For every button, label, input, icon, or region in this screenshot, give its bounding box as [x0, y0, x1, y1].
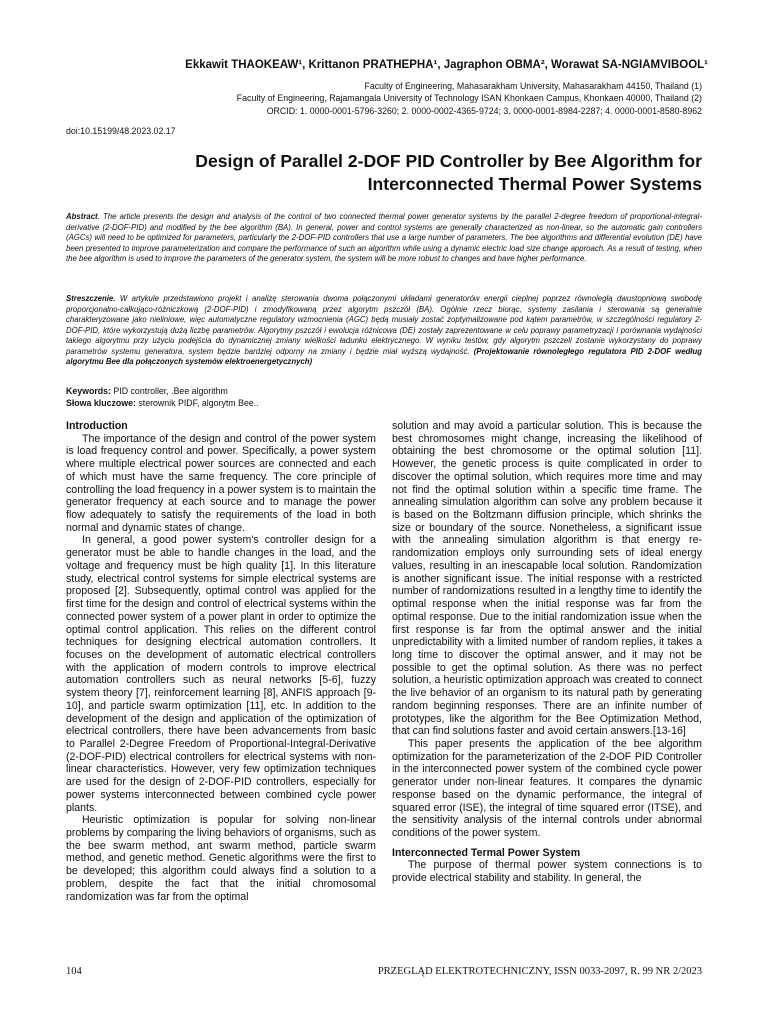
- keywords-pl-label: Słowa kluczowe:: [66, 397, 136, 408]
- streszczenie-title-pl: (Projektowanie równoległego regulatora PID 2-DOF według algorytmu Bee dla połączonych systemów elektroenergetycznych): [66, 346, 702, 366]
- affiliation-2: Faculty of Engineering, Rajamangala University of Technology ISAN Khonkaen Campus, Khonkaen 40000, Thailand (2): [236, 93, 702, 104]
- title-line-1: Design of Parallel 2-DOF PID Controller by Bee Algorithm for: [195, 151, 702, 171]
- keywords-label: Keywords:: [66, 386, 111, 396]
- doi: doi:10.15199/48.2023.02.17: [66, 126, 176, 136]
- paper-title: [60, 150, 702, 196]
- keywords-block: [66, 386, 259, 409]
- introduction-heading: Introduction: [66, 420, 128, 432]
- paragraph-1: The importance of the design and control of the power system is load frequency control and power. Specifically, a power system where multiple electrical power sources are connected and each of which must have the same frequency. The core principle of controlling the load frequency in a power system is to maintain the generator frequency at each source and to manage the power flow adequately to satisfy the requirements of the load in both normal and dynamic states of change.: [66, 432, 376, 534]
- paragraph-2: In general, a good power system's controller design for a generator must be able to handle changes in the load, and the voltage and frequency must be high quality [1]. In this literature study, electrical control systems for simple electrical systems are proposed [2]. Subsequently, optimal control was applied for the first time for the design and control of electrical systems within the connected power system of a power plant in order to optimize the optimal control application. This relies on the different control techniques for designing electrical automation controllers. It focuses on the development of automatic electrical controllers with the application of modern controls to improve electrical automation controllers such as neural networks [5-6], fuzzy system theory [7], reinforcement learning [8], ANFIS approach [9-10], and particle swarm optimization [11], etc. In addition to the development of the design and application of the optimization of electrical controllers, there have been advancements from basic to Parallel 2-Degree Freedom of Proportional-Integral-Derivative (2-DOF-PID) electrical controllers for electrical systems with non-linear characteristics. However, very few optimization techniques are used for the design of 2-DOF-PID controllers, especially for power systems interconnected between combined cycle power plants.: [66, 534, 376, 814]
- affiliation-1: Faculty of Engineering, Mahasarakham University, Mahasarakham 44150, Thailand (1): [364, 81, 702, 91]
- streszczenie: [66, 294, 702, 368]
- paragraph-3-continued: solution and may avoid a particular solution. This is because the best chromosomes might change, increasing the likelihood of obtaining the best chromosome or the optimal solution [11]. However, the genetic process is quite complicated in order to discover the optimal solution, which requires more time and may not find the optimal solution within a specific time frame. The annealing simulation algorithm can solve any problem because it is based on the Boltzmann diffusion principle, which shrinks the size or boundary of the source. Nonetheless, a significant issue with the annealing simulation algorithm is that energy re-randomization employs only surrounding sets of ideal energy values, resulting in an inescapable local solution. Randomization is another significant issue. The initial response with a restricted number of randomizations resulted in a lengthy time to identify the optimal response when the initial response was far from the optimal response. Due to the initial randomization issue when the first response is far from the optimal answer and the initial unpredictability with a limited number of random replies, it takes a long time to discover the optimal answer, and it may not be possible to get the optimal solution. As there was no perfect solution, a heuristic optimization approach was created to connect the live behavior of an organism to its natural path by generating random beginning responses. There are an infinite number of prototypes, like the algorithm for the Bee Optimization Method, that can find solutions faster and avoid certain answers.[13-16]: [392, 420, 702, 738]
- abstract-label: Abstract: [66, 212, 98, 221]
- abstract-text: . The article presents the design and analysis of the control of two connected thermal power generator systems by the parallel 2-degree freedom of proportional-integral-derivative (2-DOF-PID) and modified by the bee algorithm (BA). In general, power and control systems are generally characterized as non-linear, so the automatic gain controllers (AGCs) will need to be optimized for parameters, particularly the 2-DOF-PID controllers that use a large number of parameters. The bee algorithms and differential evolution (DE) have been presented to improve parameterization and compare the performance of such an algorithm while using a dynamic electric load size change approach. As a result of testing, when the bee algorithm is used to improve the parameters of the generator system, the system will be more robust to changes and have higher performance.: [66, 212, 702, 263]
- page-number: 104: [66, 966, 82, 977]
- section-2-heading: Interconnected Termal Power System: [392, 846, 581, 859]
- title-line-2: Interconnected Thermal Power Systems: [367, 174, 702, 194]
- paragraph-3: Heuristic optimization is popular for solving non-linear problems by comparing the living behaviors of organisms, such as the bee swarm method, ant swarm method, particle swarm method, and genetic method. Genetic algorithms were the first to be developed; this algorithm could always find a solution to a problem, despite the fact that the initial chromosomal randomization was far from the optimal: [66, 814, 376, 903]
- paragraph-5: The purpose of thermal power system connections is to provide electrical stability and stability. In general, the: [392, 859, 702, 885]
- right-column: [392, 420, 702, 885]
- paragraph-4: This paper presents the application of the bee algorithm optimization for the parameterization of the 2-DOF PID Controller in the interconnected power system of the combined cycle power generator under non-linear features. It compares the dynamic response based on the dynamic performance, the integral of squared error (ISE), the integral of time squared error (ITSE), and the sensitivity analysis of the internal controls under abnormal conditions of the power system.: [392, 737, 702, 839]
- author-list: Ekkawit THAOKEAW¹, Krittanon PRATHEPHA¹, Jagraphon OBMA², Worawat SA-NGIAMVIBOOL¹: [185, 59, 708, 71]
- keywords-en: [66, 386, 259, 398]
- keywords-value: PID controller, .Bee algorithm: [110, 386, 228, 396]
- streszczenie-text: W artykule przedstawiono projekt i analizę sterowania dwoma połączonymi układami generatorów energii cieplnej poprzez równoległą dwustopniową swobodę proporcjonalno-całkująco-różniczkową (2-DOF-PID) i zmodyfikowaną przez algorytm pszczół (BA). Ogólnie rzecz biorąc, systemy zasilania i sterowania są generalnie charakteryzowane jako nieliniowe, więc automatyczne regulatory wzmocnienia (AGC) będą musiały zostać zoptymalizowane pod kątem parametrów, w szczególności regulatory 2-DOF-PID, które wykorzystują dużą liczbę parametrów. Algorytmy pszczół i ewolucja różnicowa (DE) zostały zaprezentowane w celu poprawy parametryzacji i porównania wydajności takiego algorytmu przy użyciu podejścia do dynamicznej zmiany wielkości ładunku elektrycznego. W wyniku testów, gdy algorytm pszczeli zostanie wykorzystany do poprawy parametrów systemu generatora, system będzie bardziej odporny na zmiany i będzie miał wyższą wydajność.: [66, 294, 702, 356]
- abstract: [66, 212, 702, 265]
- orcid-line: ORCID: 1. 0000-0001-5796-3260; 2. 0000-0002-4365-9724; 3. 0000-0001-8984-2287; 4. 0000-0001-8580-8962: [266, 105, 702, 116]
- left-column: [66, 420, 376, 903]
- journal-footer: PRZEGLĄD ELEKTROTECHNICZNY, ISSN 0033-2097, R. 99 NR 2/2023: [377, 966, 702, 977]
- keywords-pl-value: sterownik PIDF, algorytm Bee..: [135, 397, 259, 408]
- keywords-pl: [66, 398, 259, 410]
- affiliations: [60, 80, 702, 117]
- streszczenie-label: Streszczenie.: [66, 294, 116, 303]
